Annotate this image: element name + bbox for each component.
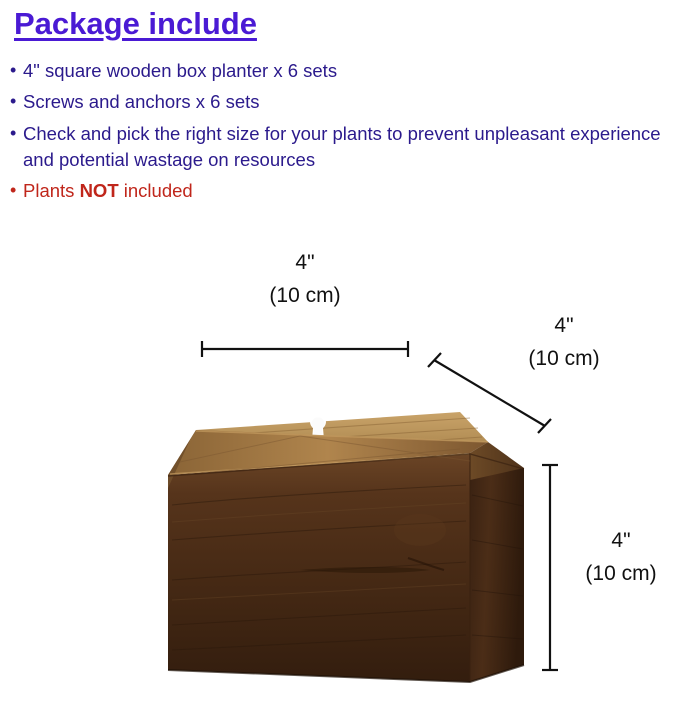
- list-item-text: Screws and anchors x 6 sets: [23, 91, 260, 113]
- list-item: [10, 58, 670, 84]
- planter-right-panel: [470, 453, 524, 682]
- list-item-text: Plants NOT included: [23, 180, 193, 202]
- bullet-icon: •: [10, 180, 17, 201]
- list-item-text: 4" square wooden box planter x 6 sets: [23, 60, 338, 81]
- list-item: [10, 89, 670, 115]
- list-item-alert: [10, 178, 670, 204]
- width-dimension-imperial: 4": [295, 251, 315, 274]
- width-dimension-arrow: [202, 341, 408, 357]
- bullet-icon: •: [10, 60, 17, 80]
- height-dimension-metric: (10 cm): [585, 561, 657, 585]
- package-include-list: [10, 58, 670, 209]
- height-dimension-arrow: [542, 465, 558, 670]
- bullet-icon: •: [10, 91, 17, 112]
- width-dimension-metric: (10 cm): [269, 283, 341, 307]
- wooden-box-planter-illustration: [0, 240, 679, 724]
- product-dimension-diagram: [0, 240, 679, 724]
- height-dimension-imperial: 4": [611, 529, 631, 552]
- bullet-icon: •: [10, 122, 17, 143]
- page-title: Package include: [14, 6, 257, 41]
- list-item: [10, 121, 670, 174]
- depth-dimension-metric: (10 cm): [528, 346, 600, 370]
- depth-dimension-imperial: 4": [554, 314, 574, 337]
- list-item-text: Check and pick the right size for your plants to prevent unpleasant experience and potential wastage on resources: [23, 122, 661, 170]
